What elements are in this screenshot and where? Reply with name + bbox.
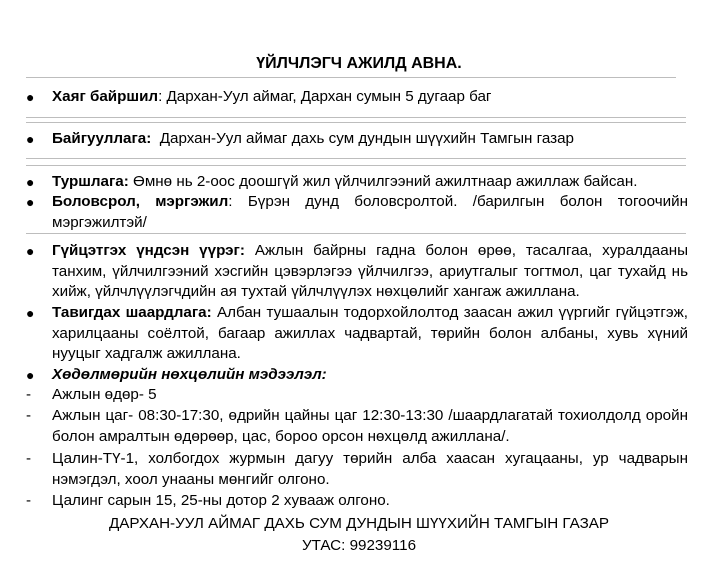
experience-label: Туршлага: <box>52 173 129 190</box>
divider <box>26 122 686 123</box>
condition-item-text: Цалин-ТҮ-1, холбогдох журмын дагуу төрийн алба хаасан хугацааны, ур чадварын нэмэгдэл, хоол унааны мөнгийг олгоно. <box>52 450 688 488</box>
condition-item <box>26 491 688 512</box>
dash-marker: - <box>26 386 32 403</box>
requirements-label: Тавигдах шаардлага: <box>52 304 212 321</box>
main-duties-label: Гүйцэтгэх үндсэн үүрэг: <box>52 242 245 259</box>
main-duties-row <box>26 241 688 303</box>
condition-item-text: Ажлын цаг- 08:30-17:30, өдрийн цайны цаг 12:30-13:30 /шаардлагатай тохиолдолд оройн болон амралтын өдөрөөр, цас, бороо орсон нөхцөлд ажиллана/. <box>52 407 688 445</box>
divider <box>26 165 686 166</box>
location-value: : Дархан-Уул аймаг, Дархан сумын 5 дугаар баг <box>158 88 492 105</box>
condition-item <box>26 406 688 447</box>
condition-item-text: Ажлын өдөр- 5 <box>52 386 157 403</box>
dash-marker: - <box>26 407 32 424</box>
bullet: ● <box>26 194 35 210</box>
experience-row <box>26 172 688 193</box>
divider <box>26 77 676 78</box>
condition-item <box>26 449 688 490</box>
bullet: ● <box>26 367 35 383</box>
organization-value: Дархан-Уул аймаг дахь сум дундын шүүхийн Тамгын газар <box>159 130 575 147</box>
divider <box>26 158 686 159</box>
bullet: ● <box>26 305 35 321</box>
divider <box>26 233 686 234</box>
organization-row <box>26 129 688 150</box>
location-label: Хаяг байршил <box>52 88 159 105</box>
footer-organization: ДАРХАН-УУЛ АЙМАГ ДАХЬ СУМ ДУНДЫН ШҮҮХИЙН ТАМГЫН ГАЗАР <box>108 515 610 532</box>
conditions-label: Хөдөлмөрийн нөхцөлийн мэдээлэл: <box>52 366 327 383</box>
condition-item <box>26 385 688 406</box>
organization-label: Байгууллага: <box>52 130 152 147</box>
divider <box>26 117 686 118</box>
requirements-row <box>26 303 688 365</box>
main-duties-value: Ажлын байрны гадна болон өрөө, тасалгаа, хуралдааны танхим, үйлчилгээний хэсгийн цэвэрлэгээ үйлчилгээ, ариутгалыг тогтмол, цаг тухайд нь хийж, үйлчлүүлэгчдийн ая тухтай үйлчлүүлэх нөхцөлийг хангаж ажиллана. <box>52 242 688 300</box>
education-row <box>26 192 688 233</box>
bullet: ● <box>26 131 35 147</box>
education-label: Боловсрол, мэргэжил <box>52 193 229 210</box>
experience-value: Өмнө нь 2-оос доошгүй жил үйлчилгээний ажилтнаар ажиллаж байсан. <box>128 173 638 190</box>
location-row <box>26 87 688 108</box>
footer-phone: УТАС: 99239116 <box>301 537 417 554</box>
page-title: ҮЙЛЧЛЭГЧ АЖИЛД АВНА. <box>256 55 462 72</box>
bullet: ● <box>26 174 35 190</box>
dash-marker: - <box>26 492 32 509</box>
requirements-value: Албан тушаалын тодорхойлолтод заасан ажил үүргийг гүйцэтгэж, харилцааны соёлтой, багаар ажиллах чадвартай, төрийн болон албаны, хувь хүний нууцыг хадгалж ажиллана. <box>52 304 688 362</box>
dash-marker: - <box>26 450 32 467</box>
bullet: ● <box>26 89 35 105</box>
bullet: ● <box>26 243 35 259</box>
education-value: : Бүрэн дунд боловсролтой. /барилгын болон тогоочийн мэргэжилтэй/ <box>52 193 688 231</box>
conditions-heading-row <box>26 365 688 386</box>
condition-item-text: Цалинг сарын 15, 25-ны дотор 2 хувааж олгоно. <box>52 492 390 509</box>
